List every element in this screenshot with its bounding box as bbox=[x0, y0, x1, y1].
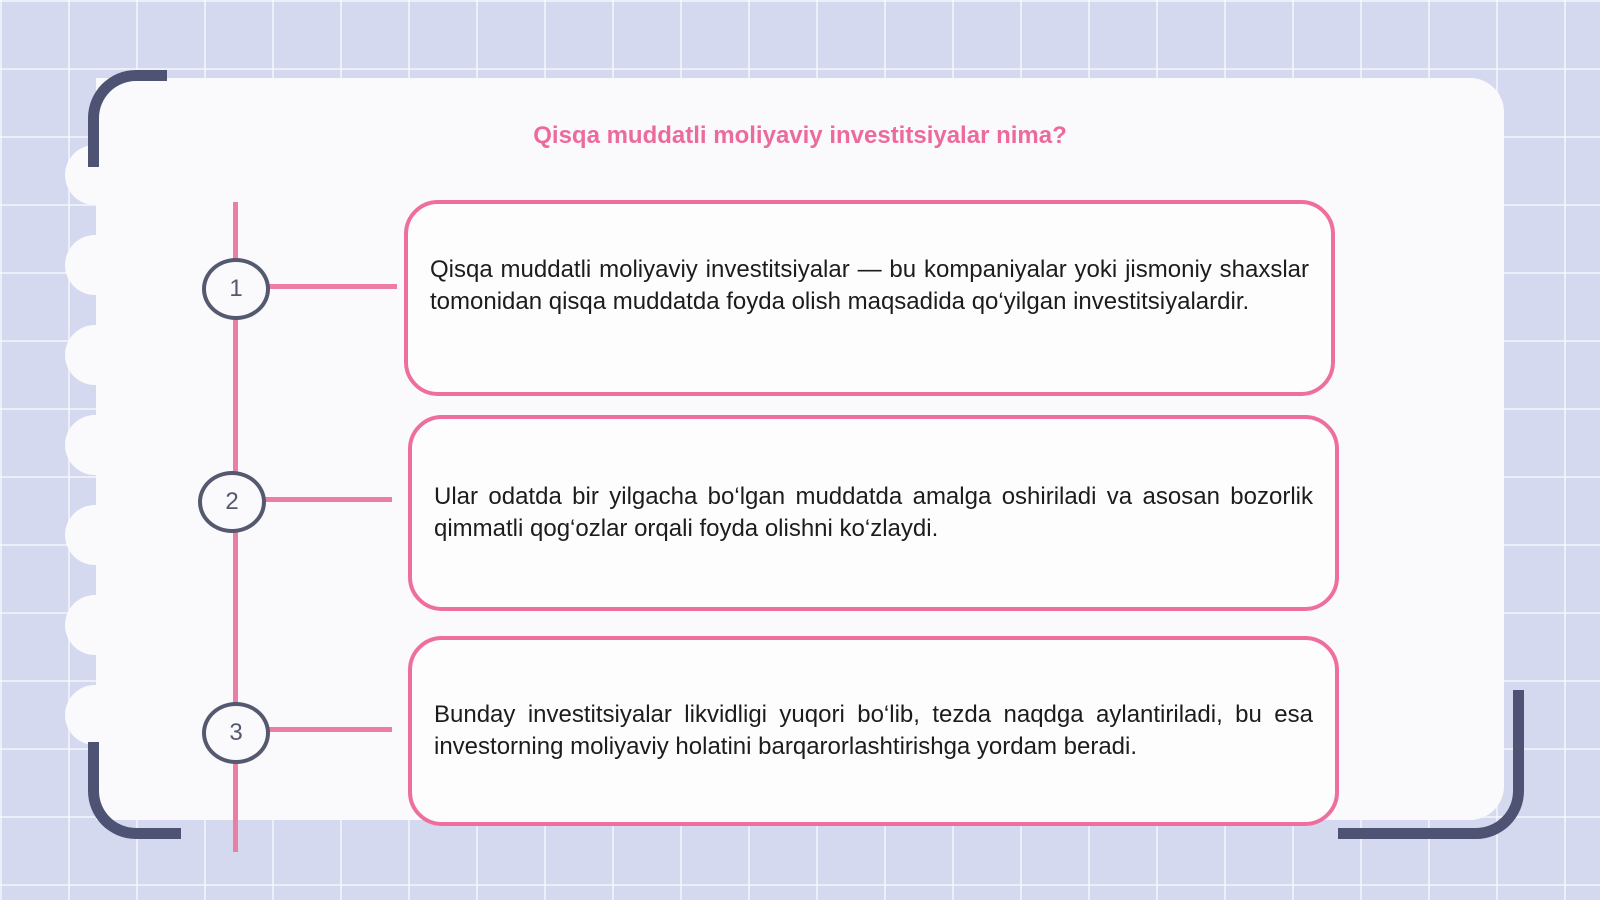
slide-title: Qisqa muddatli moliyaviy investitsiyalar nima? bbox=[533, 122, 1067, 149]
info-card-3 bbox=[408, 636, 1339, 826]
scallop bbox=[65, 415, 125, 475]
scallop bbox=[65, 595, 125, 655]
info-card-text: Qisqa muddatli moliyaviy investitsiyalar — bu kompaniyalar yoki jismoniy shaxslar tomonidan qisqa muddatda foyda olish maqsadida qo‘yilgan investitsiyalardir. bbox=[430, 256, 1309, 315]
step-number-1 bbox=[202, 258, 270, 320]
info-card-1 bbox=[404, 200, 1335, 396]
step-number-label: 1 bbox=[229, 275, 243, 302]
timeline-connector bbox=[265, 727, 392, 732]
info-card-text: Ular odatda bir yilgacha bo‘lgan muddatda amalga oshiriladi va asosan bozorlik qimmatli qog‘ozlar orqali foyda olishni ko‘zlaydi. bbox=[434, 483, 1313, 542]
frame-corner-bottom-left bbox=[88, 742, 181, 839]
scallop bbox=[65, 685, 125, 745]
step-number-2 bbox=[198, 471, 266, 533]
step-number-label: 3 bbox=[229, 719, 243, 746]
timeline-connector bbox=[262, 497, 392, 502]
scallop bbox=[65, 505, 125, 565]
frame-corner-bottom-right bbox=[1338, 690, 1524, 839]
info-card-2 bbox=[408, 415, 1339, 611]
scallop bbox=[65, 235, 125, 295]
step-number-label: 2 bbox=[225, 488, 239, 515]
timeline-connector bbox=[265, 284, 397, 289]
info-card-text: Bunday investitsiyalar likvidligi yuqori bo‘lib, tezda naqdga aylantiriladi, bu esa investorning moliyaviy holatini barqarorlashtirishga yordam beradi. bbox=[434, 701, 1313, 760]
step-number-3 bbox=[202, 702, 270, 764]
scallop bbox=[65, 325, 125, 385]
frame-corner-top-left bbox=[88, 70, 167, 167]
